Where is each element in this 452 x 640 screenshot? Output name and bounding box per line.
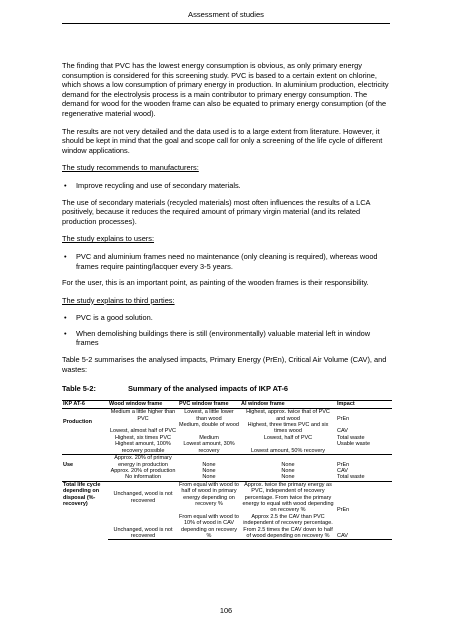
table-cell: From equal with wood to 10% of wood in CAV depending on recovery % [179, 513, 239, 539]
bullet-item: • When demolishing buildings there is still (environmentally) valuable material left in window frames [62, 329, 392, 348]
bullet-item: • Improve recycling and use of secondary materials. [62, 181, 392, 191]
paragraph: The finding that PVC has the lowest energy consumption is obvious, as only primary energy consumption is considered for this screening study. PVC is based to a certain extent on chlorine, which shows a low consumption of primary energy in production. In aluminium production, electricity demand for the electrolysis process is a main contributor to primary energy consumption. The demand for wood for the wooden frame can also be equated to primary energy consumption (of the regenerative material wood). [62, 61, 389, 118]
bullet-list [62, 181, 392, 191]
bullet-item: • PVC and aluminium frames need no maintenance (only cleaning is required), whereas wood frames require painting/lacquer every 3-5 years. [62, 252, 392, 271]
row-group-label: Production [63, 418, 93, 425]
table-cell: None [240, 474, 336, 481]
table-cell: Medium [199, 434, 219, 441]
column-header: PVC window frame [178, 400, 240, 408]
table-cell: Highest amount, 100% recovery possible [108, 441, 178, 454]
table-cell: Lowest, a little lower than wood [184, 409, 234, 422]
table-cell: Medium a little higher than PVC [110, 409, 176, 422]
table-cell: Lowest, almost half of PVC [109, 428, 177, 435]
paragraph: The use of secondary materials (recycled materials) most often influences the results of a LCA positively, because it reduces the required amount of primary virgin material (and its related production processes). [62, 197, 371, 226]
row-group-label: Use [63, 461, 74, 468]
paragraph: For the user, this is an important point, as painting of the wooden frames is their responsibility. [62, 278, 369, 288]
table-cell: Lowest amount, 50% recovery [240, 441, 336, 454]
table-cell: None [202, 467, 216, 474]
table-row [62, 474, 392, 481]
bullet-item: • PVC is a good solution. [62, 313, 392, 323]
table-cell: Highest, three times PVC and six times wood [247, 422, 329, 435]
table-cell: Usable waste [336, 441, 392, 454]
table-row [62, 514, 392, 540]
table-cell: CAV [336, 514, 392, 540]
column-header: Impact [336, 400, 392, 408]
table-cell: Approx 2.5 the CAV than PVC independent of recovery percentage. From 2.5 times the CAV down to half of wood depending on recovery % [240, 514, 336, 540]
table-cell: CAV [337, 428, 348, 435]
column-header: IKP AT-6 [62, 400, 108, 408]
bullet-list [62, 252, 392, 271]
column-header: Wood window frame [108, 400, 178, 408]
table-cell: Unchanged, wood is not recovered [113, 491, 173, 504]
table-cell: Highest, approx. twice that of PVC and wood [246, 409, 330, 422]
bullet-list [62, 313, 392, 348]
table-cell: PrEn [337, 507, 350, 514]
table-row [62, 422, 392, 435]
table-cell: PrEn [337, 461, 350, 468]
table-cell: None [178, 474, 240, 481]
table-cell: Lowest amount, 30% recovery [178, 441, 240, 454]
table-cell: Approx. twice the primary energy as PVC, independent of recovery percentage. From twice the primary energy to equal with wood depending on recovery % [242, 481, 334, 514]
table-cell: Unchanged, wood is not recovered [108, 514, 178, 540]
table-caption [62, 384, 392, 394]
table-cell: Highest, six times PVC [115, 434, 171, 441]
table-row [62, 481, 392, 514]
table-cell: Total waste [337, 434, 365, 441]
table-cell: Approx. 20% of production [110, 467, 176, 474]
table-cell: Approx. 20% of primary energy in production [114, 455, 172, 468]
table-header-row [62, 400, 392, 408]
table-cell: Lowest, half of PVC [263, 434, 313, 441]
table-cell: None [202, 461, 216, 468]
table-cell: From equal with wood to half of wood in primary energy depending on recovery % [179, 481, 239, 507]
column-header: Al window frame [240, 400, 336, 408]
paragraph: The results are not very detailed and the data used is to a large extent from literature. However, it should be kept in mind that the goal and scope call for only a screening of the life cycle of different window applications. [62, 126, 383, 155]
impacts-table [62, 400, 392, 541]
table-cell: PrEn [337, 415, 350, 422]
subheading-manufacturers: The study recommends to manufacturers: [62, 163, 199, 173]
subheading-users: The study explains to users: [62, 234, 155, 244]
table-cell: CAV [337, 467, 348, 474]
table-cell: None [281, 467, 295, 474]
table-number: Table 5-2: [62, 384, 96, 394]
table-row [62, 441, 392, 454]
table-cell: Total waste [336, 474, 392, 481]
running-header: Assessment of studies [188, 10, 264, 19]
table-row [62, 455, 392, 468]
table-title: Summary of the analysed impacts of IKP AT-6 [128, 384, 289, 394]
page-number: 106 [219, 606, 233, 615]
table-row [62, 409, 392, 422]
body-text [62, 61, 392, 540]
table-cell: Medium, double of wood [179, 422, 239, 429]
table-cell: No information [108, 474, 178, 481]
paragraph: Table 5-2 summarises the analysed impacts, Primary Energy (PrEn), Critical Air Volume (CAV), and wastes: [62, 355, 387, 374]
row-group-label: Total life cycle depending on disposal (%-recovery) [63, 481, 101, 507]
subheading-third-parties: The study explains to third parties: [62, 295, 175, 305]
header-rule [62, 23, 390, 24]
table-cell: None [281, 461, 295, 468]
